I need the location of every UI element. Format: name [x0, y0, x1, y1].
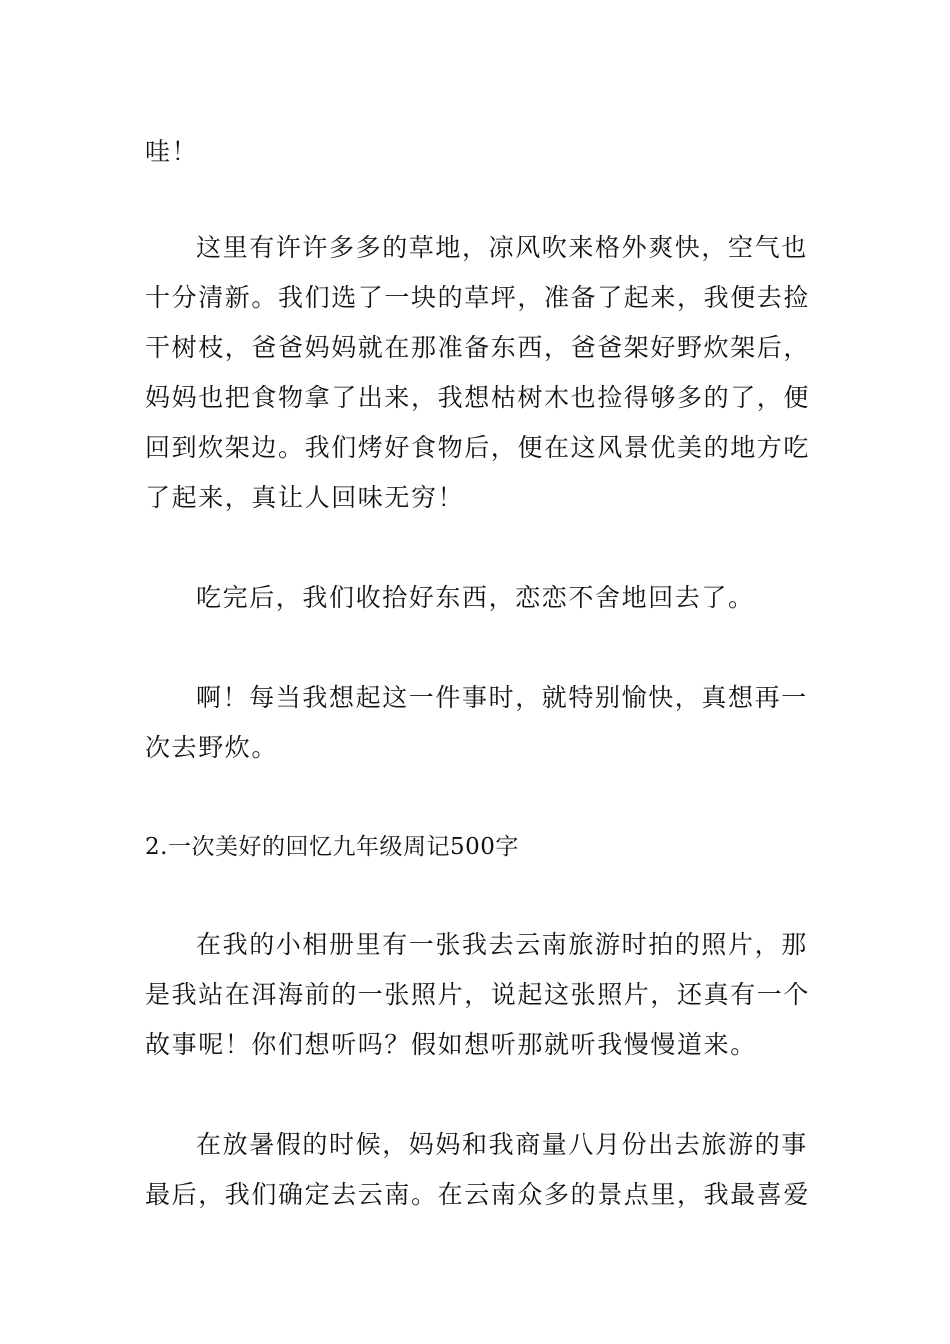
- text-line: 故事呢！你们想听吗？假如想听那就听我慢慢道来。: [145, 1030, 757, 1059]
- paragraph-first-line: 吃完后，我们收拾好东西，恋恋不舍地回去了。: [196, 583, 755, 612]
- text-line: 哇！: [145, 137, 199, 166]
- paragraph-first-line: 这里有许许多多的草地，凉风吹来格外爽快，空气也: [196, 233, 808, 262]
- text-line: 回到炊架边。我们烤好食物后，便在这风景优美的地方吃: [145, 433, 811, 462]
- text-line: 干树枝，爸爸妈妈就在那准备东西，爸爸架好野炊架后，: [145, 333, 811, 362]
- paragraph-first-line: 在我的小相册里有一张我去云南旅游时拍的照片，那: [196, 930, 808, 959]
- text-line: 十分清新。我们选了一块的草坪，准备了起来，我便去捡: [145, 283, 811, 312]
- text-line: 最后，我们确定去云南。在云南众多的景点里，我最喜爱: [145, 1180, 811, 1209]
- section-heading: 2.一次美好的回忆九年级周记500字: [145, 834, 519, 860]
- text-line: 了起来，真让人回味无穷！: [145, 483, 465, 512]
- text-line: 是我站在洱海前的一张照片，说起这张照片，还真有一个: [145, 980, 811, 1009]
- paragraph-first-line: 啊！每当我想起这一件事时，就特别愉快，真想再一: [196, 683, 808, 712]
- paragraph-first-line: 在放暑假的时候，妈妈和我商量八月份出去旅游的事: [196, 1130, 808, 1159]
- text-line: 次去野炊。: [145, 733, 279, 762]
- text-line: 妈妈也把食物拿了出来，我想枯树木也捡得够多的了，便: [145, 383, 811, 412]
